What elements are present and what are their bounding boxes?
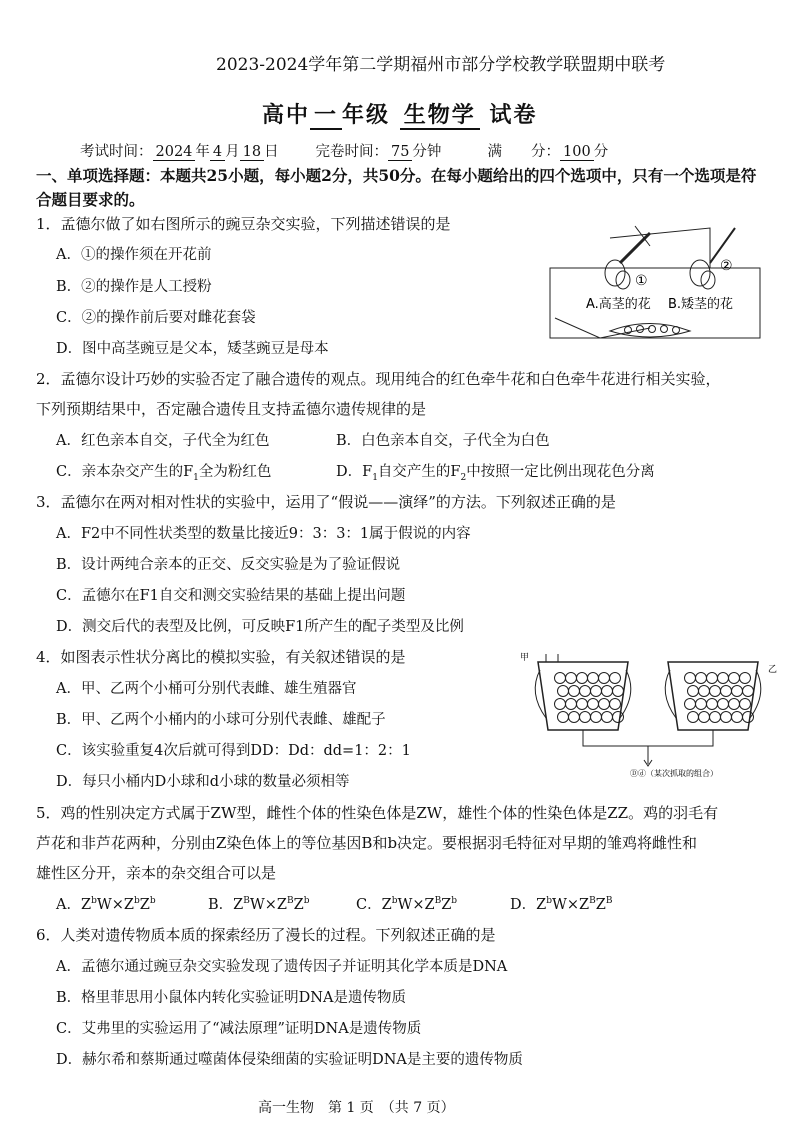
- question-5-option-c: [356, 893, 457, 914]
- question-5-stem: 雄性区分开，亲本的杂交组合可以是: [36, 864, 277, 882]
- question-6-option-c: C．艾弗里的实验运用了“减法原理”证明DNA是遗传物质: [56, 1021, 422, 1037]
- question-1-stem: 1．孟德尔做了如右图所示的豌豆杂交实验，下列描述错误的是: [36, 215, 451, 233]
- genotype-text: Z: [536, 897, 547, 913]
- pea-cross-figure: [540, 218, 780, 348]
- gamete-ball: [729, 699, 740, 710]
- exam-month: 4: [210, 144, 225, 161]
- allele-superscript: b: [391, 896, 398, 907]
- score-value: 100: [560, 144, 594, 161]
- allele-superscript: B: [605, 896, 613, 907]
- allele-superscript: b: [451, 896, 458, 907]
- score-label: 满 分：: [487, 144, 561, 160]
- subscript: 1: [372, 472, 378, 483]
- gamete-ball: [566, 699, 577, 710]
- gamete-ball: [602, 686, 613, 697]
- gamete-ball: [718, 673, 729, 684]
- paper-title: [262, 98, 537, 129]
- unit: 月: [225, 144, 240, 160]
- unit: 日: [264, 144, 279, 160]
- exam-year: 2024: [153, 144, 196, 161]
- allele-superscript: B: [589, 896, 596, 907]
- subscript: 1: [193, 472, 199, 483]
- duration-label: 完卷时间：: [315, 144, 388, 160]
- question-4-option-d: D．每只小桶内D小球和d小球的数量必须相等: [56, 774, 350, 790]
- option-text: 中按照一定比例出现花色分离: [466, 464, 655, 480]
- section-heading: 一、单项选择题：本题共25小题，每小题2分，共50分。在每小题给出的四个选项中，只有一个选项是符合题目要求的。: [36, 166, 757, 209]
- bucket-jia-icon: [535, 654, 631, 730]
- gamete-balls: [555, 673, 754, 723]
- question-5-stem: 5．鸡的性别决定方式属于ZW型，雌性个体的性染色体是ZW，雄性个体的性染色体是ZZ。鸡的羽毛有: [36, 804, 719, 822]
- figure-mark-1: ①: [635, 273, 648, 289]
- gamete-ball: [743, 712, 754, 723]
- question-4-option-b: B．甲、乙两个小桶内的小球可分别代表雌、雄配子: [56, 712, 386, 728]
- allele-superscript: b: [133, 896, 140, 907]
- question-2-option-c: [56, 460, 271, 483]
- genotype-text: Z: [233, 897, 244, 913]
- gamete-ball: [721, 686, 732, 697]
- exam-info: [80, 140, 608, 161]
- gamete-ball: [580, 712, 591, 723]
- question-6-option-b: B．格里菲思用小鼠体内转化实验证明DNA是遗传物质: [56, 990, 406, 1006]
- genotype-text: Z: [441, 897, 452, 913]
- gamete-ball: [577, 699, 588, 710]
- duration-value: 75: [388, 144, 412, 161]
- gamete-ball: [732, 686, 743, 697]
- gamete-ball: [721, 712, 732, 723]
- gamete-ball: [558, 686, 569, 697]
- exam-day: 18: [240, 144, 264, 161]
- question-4-option-c: C．该实验重复4次后就可得到DD：Dd：dd=1：2：1: [56, 743, 411, 759]
- gamete-ball: [588, 699, 599, 710]
- option-text: D．F: [336, 464, 373, 480]
- page-footer: 高一生物 第 1 页 （共 7 页）: [258, 1100, 455, 1116]
- option-letter: C．: [356, 897, 382, 913]
- genotype-text: W×Z: [397, 897, 435, 913]
- exam-time-label: 考试时间：: [80, 144, 153, 160]
- question-3-option-c: C．孟德尔在F1自交和测交实验结果的基础上提出问题: [56, 588, 406, 604]
- question-6-stem: 6．人类对遗传物质本质的探索经历了漫长的过程。下列叙述正确的是: [36, 926, 496, 944]
- allele-superscript: b: [303, 896, 310, 907]
- bucket-label-yi: 乙: [768, 665, 778, 675]
- genotype-text: W×Z: [96, 897, 134, 913]
- option-text: C．亲本杂交产生的F: [56, 464, 194, 480]
- figure-label-a: A.高茎的花: [586, 297, 651, 312]
- unit: 分钟: [412, 144, 442, 160]
- gamete-ball: [555, 699, 566, 710]
- unit: 年: [195, 144, 210, 160]
- gamete-ball: [685, 699, 696, 710]
- gamete-ball: [613, 712, 624, 723]
- subscript: 2: [460, 472, 467, 483]
- option-letter: D．: [510, 897, 537, 913]
- allele-superscript: B: [243, 896, 250, 907]
- allele-superscript: B: [434, 896, 442, 907]
- question-5-stem: 芦花和非芦花两种，分别由Z染色体上的等位基因B和b决定。要根据羽毛特征对早期的雏鸡将雌性和: [36, 834, 698, 852]
- allele-superscript: b: [546, 896, 552, 907]
- genotype-text: Z: [595, 897, 606, 913]
- gamete-ball: [588, 673, 599, 684]
- gamete-ball: [710, 686, 721, 697]
- gamete-ball: [569, 686, 580, 697]
- question-3-option-b: B．设计两纯合亲本的正交、反交实验是为了验证假说: [56, 557, 401, 573]
- genotype-text: Z: [381, 897, 392, 913]
- genotype-text: W×Z: [551, 897, 590, 913]
- gamete-ball: [599, 673, 610, 684]
- question-4-option-a: A．甲、乙两个小桶可分别代表雌、雄生殖器官: [56, 681, 357, 697]
- gamete-ball: [732, 712, 743, 723]
- question-2-option-d: [336, 460, 655, 483]
- gamete-ball: [740, 699, 751, 710]
- question-6-option-d: D．赫尔希和蔡斯通过噬菌体侵染细菌的实验证明DNA是主要的遗传物质: [56, 1052, 523, 1068]
- gamete-ball: [599, 699, 610, 710]
- gamete-ball: [555, 673, 566, 684]
- gamete-ball: [688, 686, 699, 697]
- title-subject: 生物学: [400, 102, 480, 130]
- question-2-stem: 下列预期结果中，否定融合遗传且支持孟德尔遗传规律的是: [36, 400, 427, 418]
- genotype-text: Z: [293, 897, 304, 913]
- question-3-stem: 3．孟德尔在两对相对性状的实验中，运用了“假说——演绎”的方法。下列叙述正确的是: [36, 493, 616, 511]
- pea-pod-icon: [610, 324, 690, 338]
- gamete-ball: [591, 712, 602, 723]
- gamete-ball: [685, 673, 696, 684]
- question-5-option-b: [208, 893, 309, 914]
- title-part: 高中: [262, 102, 311, 128]
- unit: 分: [593, 144, 609, 160]
- allele-superscript: b: [149, 896, 156, 907]
- question-1-option-b: B．②的操作是人工授粉: [56, 279, 212, 295]
- gamete-ball: [558, 712, 569, 723]
- gamete-ball: [569, 712, 580, 723]
- question-2-option-b: B．白色亲本自交，子代全为白色: [336, 433, 550, 449]
- question-1-option-c: C．②的操作前后要对雌花套袋: [56, 310, 256, 326]
- gamete-ball: [577, 673, 588, 684]
- bucket-simulation-figure: [518, 648, 780, 780]
- figure-mark-2: ②: [720, 258, 733, 274]
- bucket-label-jia: 甲: [520, 653, 530, 663]
- gamete-ball: [610, 699, 621, 710]
- question-5-option-a: [56, 893, 156, 914]
- question-3-option-a: A．F2中不同性状类型的数量比接近9：3：3：1属于假说的内容: [56, 526, 471, 542]
- gamete-ball: [696, 699, 707, 710]
- gamete-ball: [580, 686, 591, 697]
- question-6-option-a: A．孟德尔通过豌豆杂交实验发现了遗传因子并证明其化学本质是DNA: [56, 959, 508, 975]
- option-letter: B．: [208, 897, 234, 913]
- title-part: 试卷: [489, 102, 538, 128]
- gamete-ball: [707, 699, 718, 710]
- gamete-ball: [566, 673, 577, 684]
- option-text: 全为粉红色: [198, 464, 272, 480]
- genotype-text: Z: [80, 897, 92, 913]
- exam-header: 2023-2024学年第二学期福州市部分学校教学联盟期中联考: [216, 55, 666, 75]
- question-5-option-d: [510, 893, 612, 914]
- draw-combination-label: Ⓓⓓ（某次抓取的组合）: [630, 769, 718, 778]
- question-3-option-d: D．测交后代的表型及比例，可反映F1所产生的配子类型及比例: [56, 619, 464, 635]
- option-text: 自交产生的F: [377, 464, 461, 480]
- allele-superscript: b: [91, 896, 97, 907]
- gamete-ball: [613, 686, 624, 697]
- title-part: 年级: [342, 102, 391, 128]
- gamete-ball: [707, 673, 718, 684]
- genotype-text: W×Z: [249, 897, 287, 913]
- gamete-ball: [743, 686, 754, 697]
- question-1-option-d: D．图中高茎豌豆是父本，矮茎豌豆是母本: [56, 341, 329, 357]
- gamete-ball: [591, 686, 602, 697]
- title-grade: 一: [310, 102, 342, 130]
- option-letter: A．: [56, 897, 81, 913]
- gamete-ball: [610, 673, 621, 684]
- gamete-ball: [699, 712, 710, 723]
- figure-label-b: B.矮茎的花: [668, 297, 734, 312]
- question-1-option-a: A．①的操作须在开花前: [56, 247, 212, 263]
- gamete-ball: [718, 699, 729, 710]
- allele-superscript: B: [287, 896, 294, 907]
- gamete-ball: [729, 673, 740, 684]
- gamete-ball: [699, 686, 710, 697]
- gamete-ball: [710, 712, 721, 723]
- gamete-ball: [740, 673, 751, 684]
- gamete-ball: [696, 673, 707, 684]
- gamete-ball: [602, 712, 613, 723]
- question-2-option-a: A．红色亲本自交，子代全为红色: [56, 433, 270, 449]
- question-4-stem: 4．如图表示性状分离比的模拟实验，有关叙述错误的是: [36, 648, 406, 666]
- genotype-text: Z: [139, 897, 150, 913]
- question-2-stem: 2．孟德尔设计巧妙的实验否定了融合遗传的观点。现用纯合的红色牵牛花和白色牵牛花进行相关实验，: [36, 370, 721, 388]
- gamete-ball: [688, 712, 699, 723]
